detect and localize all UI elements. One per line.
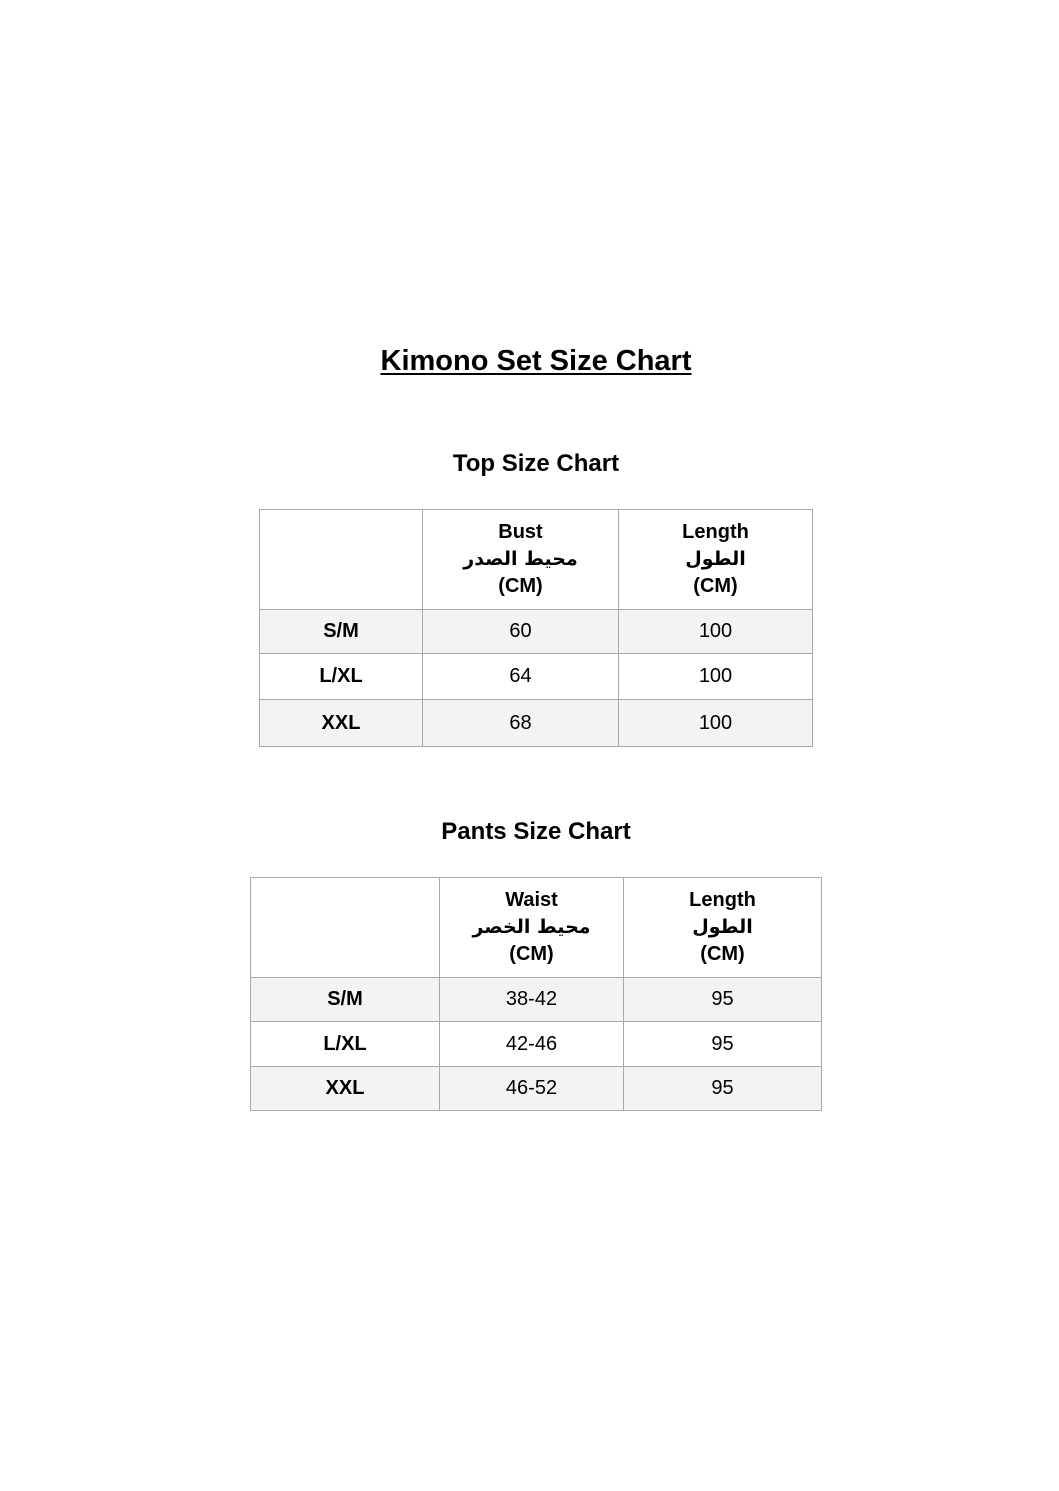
table-row <box>260 610 813 654</box>
top-size-table <box>259 509 813 747</box>
length-column-header <box>624 878 822 978</box>
column-header-unit: (CM) <box>700 943 745 965</box>
table-row <box>251 978 822 1022</box>
table-header-row <box>251 878 822 978</box>
bust-column-header <box>423 510 619 610</box>
waist-value: 38-42 <box>440 978 624 1022</box>
table-row <box>251 1067 822 1111</box>
column-header-unit: (CM) <box>509 943 554 965</box>
size-label: L/XL <box>260 654 423 700</box>
length-column-header <box>619 510 813 610</box>
column-header-arabic: محيط الخصر <box>472 916 591 938</box>
size-label: L/XL <box>251 1022 440 1067</box>
waist-column-header <box>440 878 624 978</box>
column-header-arabic: الطول <box>692 916 753 938</box>
column-header-unit: (CM) <box>498 575 543 597</box>
waist-value: 46-52 <box>440 1067 624 1111</box>
pants-size-chart-title: Pants Size Chart <box>441 818 631 845</box>
column-header-english: Length <box>689 889 756 911</box>
length-value: 95 <box>624 978 822 1022</box>
column-header-arabic: الطول <box>685 548 746 570</box>
size-label: XXL <box>260 700 423 747</box>
empty-header-cell <box>251 878 440 978</box>
column-header-unit: (CM) <box>693 575 738 597</box>
length-value: 100 <box>619 610 813 654</box>
bust-value: 60 <box>423 610 619 654</box>
table-row <box>260 700 813 747</box>
waist-value: 42-46 <box>440 1022 624 1067</box>
table-row <box>251 1022 822 1067</box>
column-header-english: Waist <box>505 889 558 911</box>
column-header-english: Length <box>682 521 749 543</box>
length-value: 95 <box>624 1067 822 1111</box>
length-value: 100 <box>619 654 813 700</box>
table-row <box>260 654 813 700</box>
size-label: S/M <box>251 978 440 1022</box>
empty-header-cell <box>260 510 423 610</box>
pants-size-table <box>250 877 822 1111</box>
size-label: XXL <box>251 1067 440 1111</box>
page-title: Kimono Set Size Chart <box>380 345 692 377</box>
length-value: 95 <box>624 1022 822 1067</box>
size-label: S/M <box>260 610 423 654</box>
column-header-arabic: محيط الصدر <box>463 548 578 570</box>
column-header-english: Bust <box>498 521 543 543</box>
bust-value: 64 <box>423 654 619 700</box>
length-value: 100 <box>619 700 813 747</box>
top-size-chart-title: Top Size Chart <box>452 450 620 477</box>
bust-value: 68 <box>423 700 619 747</box>
table-header-row <box>260 510 813 610</box>
